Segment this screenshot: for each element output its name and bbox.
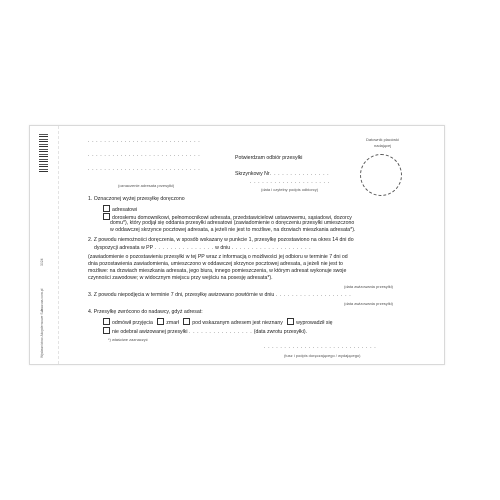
section2-line5: możliwe: na drzwiach mieszkania adresata, jego biura, innego pomieszczenia, w którym adresat wykonuje swoje	[88, 268, 347, 274]
checkbox-not-collected[interactable]	[103, 327, 110, 334]
section3-caption: (data awizowania przesyłki)	[344, 301, 393, 306]
confirm-receipt-label: Potwierdzam odbiór przesyłki	[235, 155, 303, 161]
checkbox-household-member[interactable]	[103, 213, 110, 220]
footnote: *) właściwe zaznaczyć	[108, 337, 148, 342]
stamp-label-1: Datownik placówki	[366, 137, 399, 142]
recipient-caption: (oznaczenie adresata przesyłki)	[118, 183, 175, 188]
section1-title: 1. Oznaczonej wyżej przesyłkę doręczono	[88, 196, 185, 202]
checkbox-addressee[interactable]	[103, 205, 110, 212]
sign-caption: (data i czytelny podpis odbiorcy)	[261, 187, 319, 192]
section2-line2: dyspozycji adresata w PP . . . . . . . . . . . . . . . w dniu . . . . . . . . . . . . . . . . . . . .	[94, 245, 312, 251]
checkbox-died[interactable]	[157, 318, 164, 325]
return-receipt-card	[29, 125, 445, 365]
section4-options-row1: odmówił przyjęcia zmarł pod wskazanym adresem jest nieznany wyprowadził się	[103, 318, 333, 327]
registry-label: Skrzynkowy Nr	[235, 171, 270, 177]
recipient-dots-1: . . . . . . . . . . . . . . . . . . . . . . . . . . . .	[88, 138, 201, 144]
checkbox-moved[interactable]	[287, 318, 294, 325]
section2-caption: (data awizowania przesyłki)	[344, 284, 393, 289]
option-household-member-line3: w oddawczej skrzynce pocztowej adresata, a jeżeli nie jest to możliwe, na drzwiach mieszkania adresata*).	[110, 227, 356, 233]
section4-options-row2: nie odebrał awizowanej przesyłki . . . . . . . . . . . . . . . . (data zwrotu przesyłki).	[103, 327, 307, 336]
section3-text: 3. Z powodu niepodjęcia w terminie 7 dni, przesyłkę awizowano powtórnie w dniu . . . . . . . . . . . . . . . . . . .	[88, 292, 352, 298]
option-household-member-line2: domu*), który podjął się oddania przesyłki adresatowi (zawiadomienie o doręczeniu przesyłki umieszczono	[110, 220, 355, 226]
side-strip	[30, 126, 59, 364]
section4-title: 4. Przesyłkę zwrócono do nadawcy, gdyż adresat:	[88, 309, 203, 315]
sign-dots: . . . . . . . . . . . . . . . . . . . .	[250, 179, 330, 185]
registry-dots: . . . . . . . . . . . . . . .	[270, 171, 330, 177]
option-addressee: adresatowi	[103, 205, 137, 214]
recipient-dots-3: . . . . . . . . . . . . . . . . . . . . . . . . . . . .	[88, 166, 201, 172]
form-code: 3024	[40, 258, 44, 266]
section2-line6: czynności zawodowe; w widocznym miejscu przy wejściu na posesję adresata*).	[88, 275, 273, 281]
postmark-circle	[360, 154, 402, 196]
courier-sign-caption: (tusz i podpis doręczającego / wydającego)	[284, 353, 361, 358]
checkbox-unknown[interactable]	[183, 318, 190, 325]
section2-line3: (zawiadomienie o pozostawieniu przesyłki w tej PP wraz z informacją o możliwości jej odbioru w terminie 7 dni od	[88, 254, 348, 260]
barcode	[39, 134, 48, 172]
website-text: www.wa.com.pl	[40, 288, 44, 312]
section2-line4: dnia pozostawienia zawiadomienia, umieszczono w oddawczej skrzynce pocztowej adresata, a jeżeli nie jest to	[88, 261, 343, 267]
recipient-dots-2: . . . . . . . . . . . . . . . . . . . . . . . . . . . .	[88, 152, 201, 158]
section2-line1: 2. Z powodu niemożności doręczenia, w sposób wskazany w punkcie 1, przesyłkę pozostawiono na okres 14 dni do	[88, 237, 354, 243]
stamp-label-2: nadającej	[374, 143, 392, 148]
option-household-member: dorosłemu domownikowi, pełnomocnikowi adresata, przedstawicielowi ustawowemu, sąsiadowi, dozorcy	[103, 213, 352, 222]
courier-sign-dots: . . . . . . . . . . . . . . . . . . . . . . . . . . . .	[264, 344, 377, 350]
publisher-text: Wydawnictwo Akcydensowe S.A.	[40, 308, 44, 358]
checkbox-refused[interactable]	[103, 318, 110, 325]
